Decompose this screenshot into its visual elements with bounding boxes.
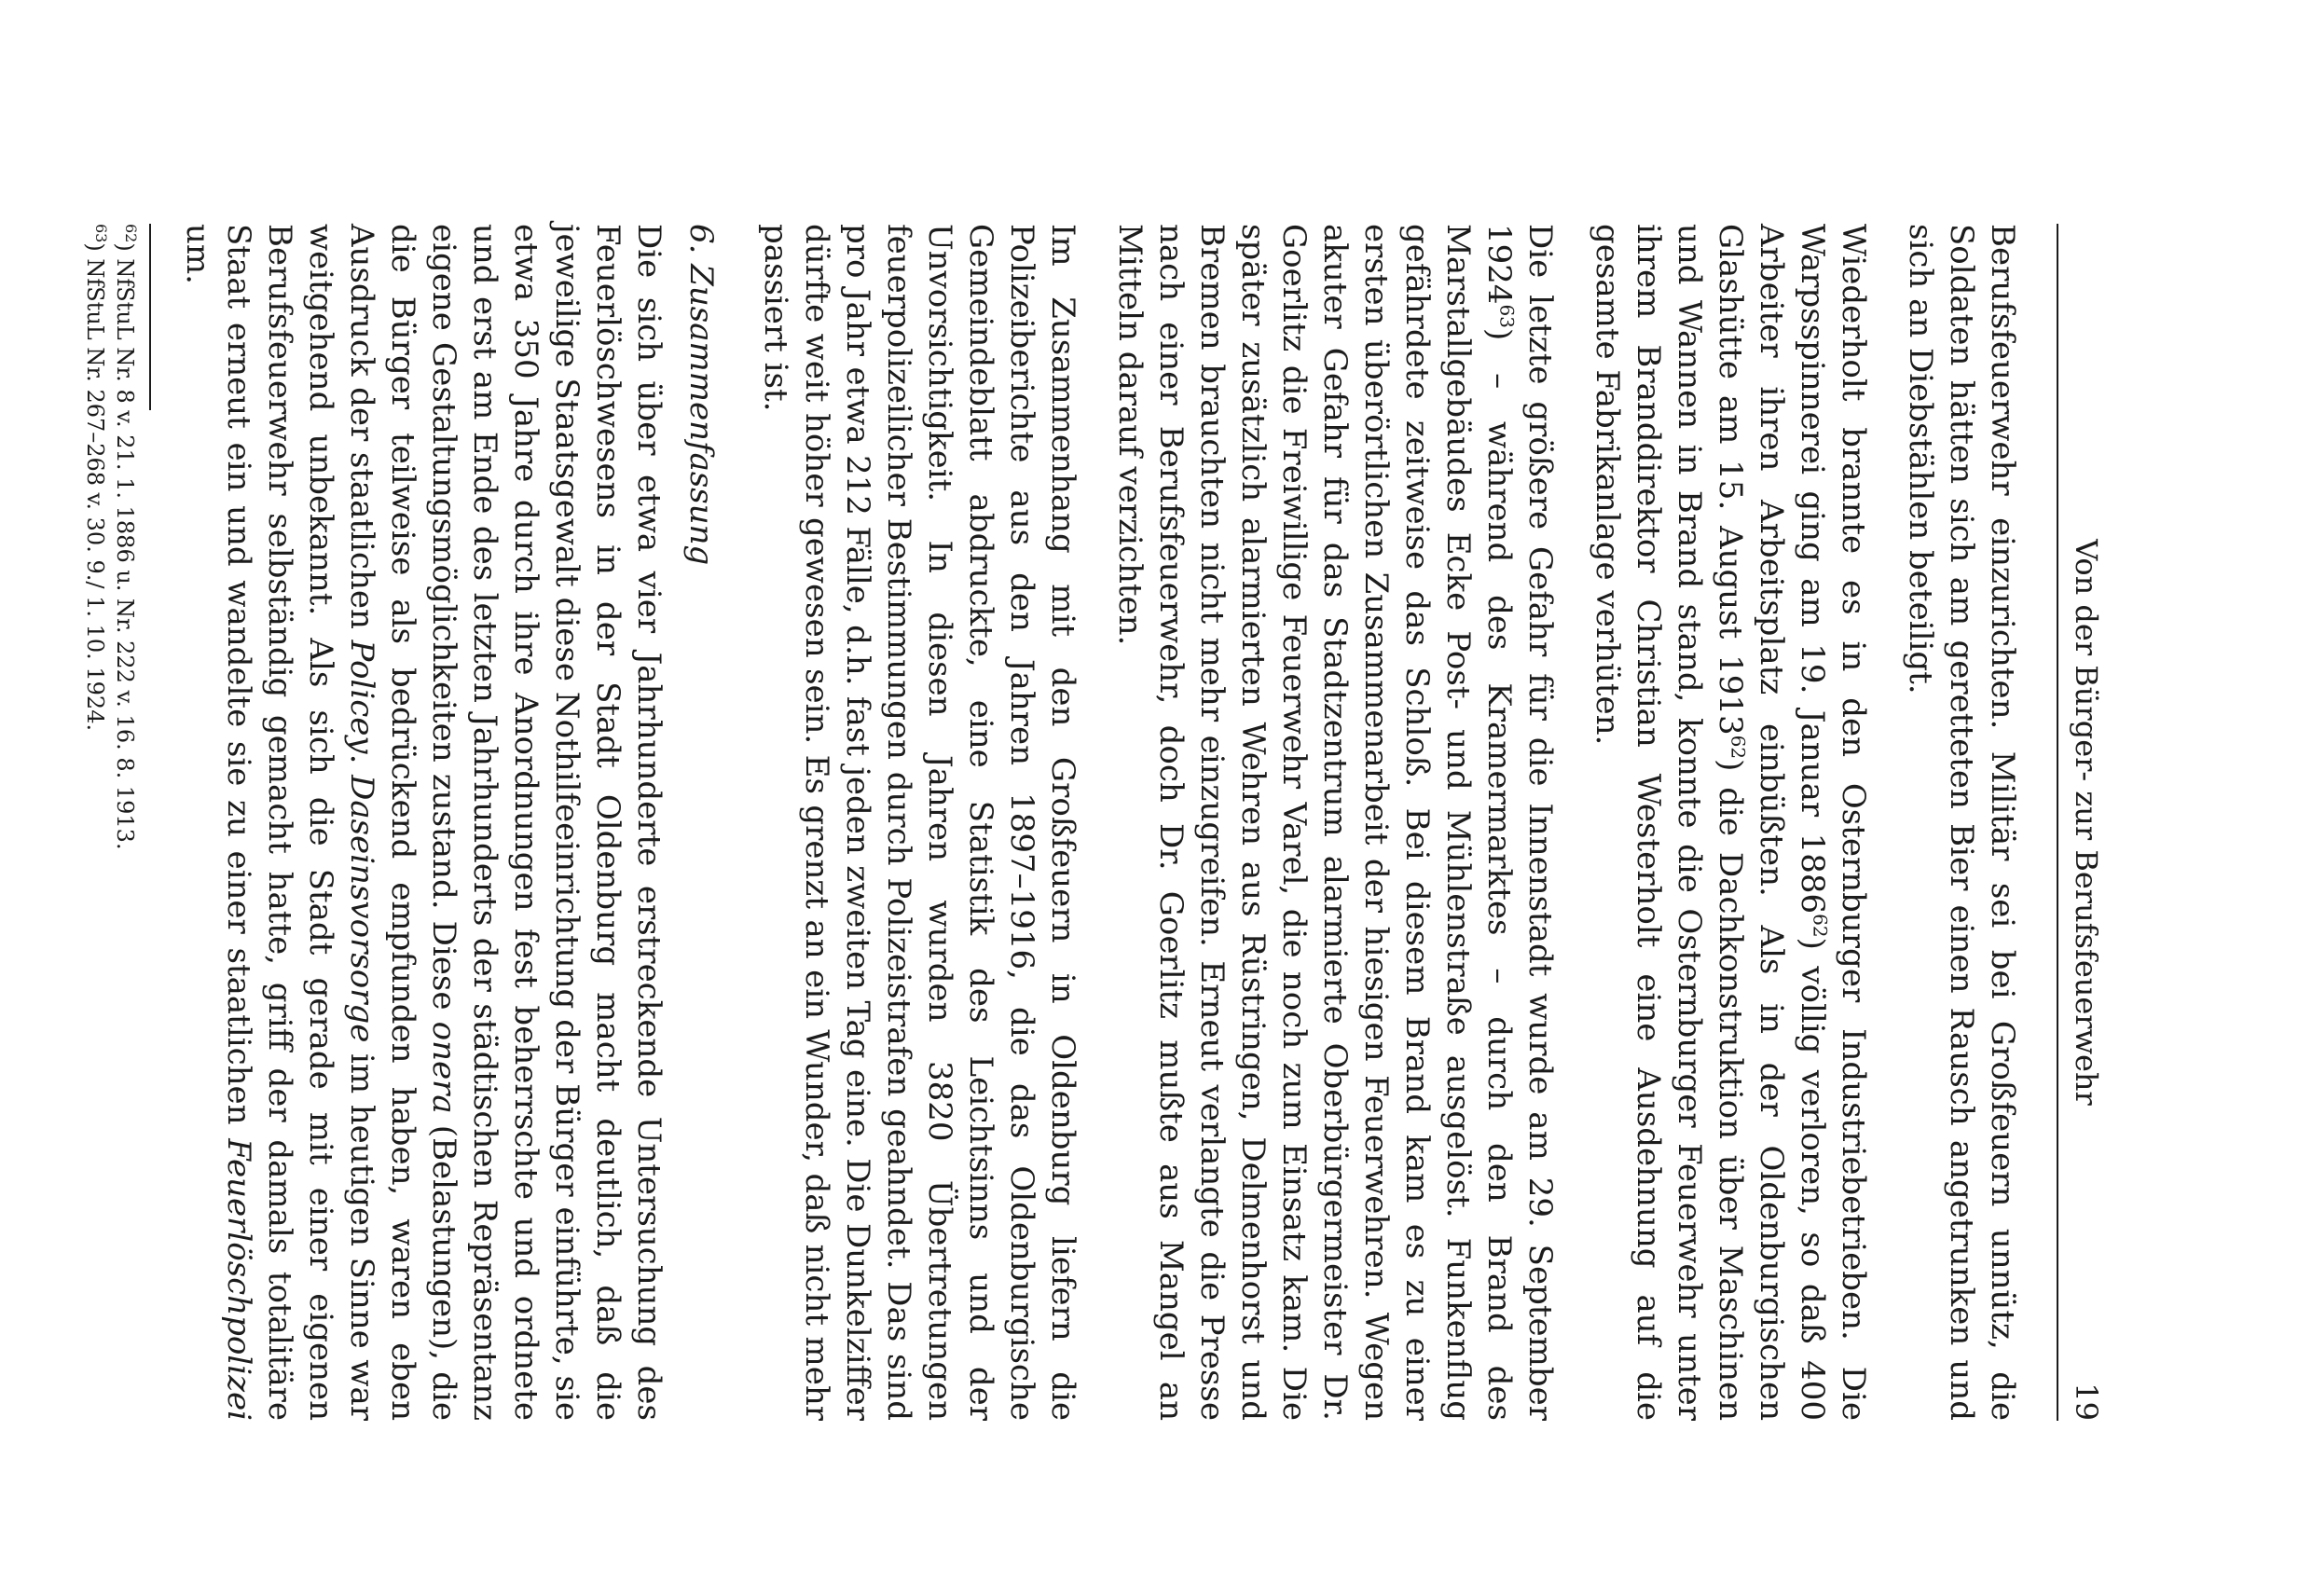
section-heading xyxy=(681,224,722,1421)
paragraph-text: ) völlig verloren, so daß 400 Arbeiter ihren Arbeitsplatz einbüßten. Als in der Oldenburgischen Glashütte am 15. August 1913 xyxy=(1712,224,1831,1421)
page-header xyxy=(2057,224,2114,1421)
paragraph-5 xyxy=(177,224,669,1421)
footnote-62 xyxy=(110,224,140,1421)
paragraph-text: Die letzte größere Gefahr für die Innenstadt wurde am 29. September 1924 xyxy=(1480,224,1559,1421)
footnote-ref: 62 xyxy=(1727,735,1750,760)
paragraph-3 xyxy=(1109,224,1561,1421)
body-text xyxy=(80,224,2023,1421)
paragraph-text: . xyxy=(343,753,380,776)
paragraph-text: Die sich über etwa vier Jahrhunderte erstreckende Untersuchung des Feuerlöschwesens in der Stadt Oldenburg macht deutlich, daß die jeweilige Staatsgewalt diese Nothilfeeinrichtung der Bürger einführte, sie etwa 350 Jahre durch ihre Anordnungen fest beherrschte und ordnete und erst am Ende des letzten Jahrhunderts der städtischen Repräsentanz eigene Gestaltungsmöglichkeiten zustand. Diese xyxy=(425,224,667,1421)
paragraph-2 xyxy=(1587,224,1874,1421)
paragraph-4 xyxy=(755,224,1083,1421)
footnote-63 xyxy=(80,224,110,1421)
italic-term: Policey xyxy=(343,640,380,754)
paragraph-1 xyxy=(1900,224,2023,1421)
paragraph-text: Wiederholt brannte es in den Osternburger Industriebetrieben. Die Warpsspinnerei ging am 19. Januar 1886 xyxy=(1794,224,1872,1421)
italic-term: onera xyxy=(425,1021,462,1114)
footnote-mark: 63 xyxy=(92,224,110,243)
italic-term: Daseinsvorsorge xyxy=(343,775,380,1043)
paragraph-text: Im Zusammenhang mit den Großfeuern in Oldenburg liefern die Polizeiberichte aus den Jahren 1897–1916, die das Oldenburgische Gemeindeblatt abdruckte, eine Statistik des Leichtsinns und der Unvorsichtigkeit. In diesen Jahren wurden 3820 Übertretungen feuerpolizeilicher Bestimmungen durch Polizeistrafen geahndet. Das sind pro Jahr etwa 212 Fälle, d.h. fast jeden zweiten Tag eine. Die Dunkelziffer dürfte weit höher gewesen sein. Es grenzt an ein Wunder, daß nicht mehr passiert ist. xyxy=(757,224,1081,1421)
paragraph-text: um. xyxy=(179,224,216,284)
paragraph-text: Berufsfeuerwehr einzurichten. Militär sei bei Großfeuern unnütz, die Soldaten hätten sich am geretteten Bier einen Rausch angetrunken und sich an Diebstählen beteiligt. xyxy=(1902,224,2021,1421)
footnote-text: ) NfStuL Nr. 267–268 v. 30. 9./ 1. 10. 1924. xyxy=(82,242,108,732)
running-title: Von der Bürger- zur Berufsfeuerwehr xyxy=(2069,539,2104,1106)
section-title: Zusammenfassung xyxy=(682,264,720,566)
paragraph-text: ) – während des Kramermarktes – durch den Brand des Marstallgebäudes Ecke Post- und Mühlenstraße ausgelöst. Funkenflug gefährdete zeitweise das Schloß. Bei diesem Brand kam es zu einer ersten überörtlichen Zusammenarbeit der hiesigen Feuerwehren. Wegen akuter Gefahr für das Stadtzentrum alarmierte Oberbürgermeister Dr. Goerlitz die Freiwillige Feuerwehr Varel, die noch zum Einsatz kam. Die später zusätzlich alarmierten Wehren aus Rüstringen, Delmenhorst und Bremen brauchten nicht mehr einzugreifen. Erneut verlangte die Presse nach einer Berufsfeuerwehr, doch Dr. Goerlitz mußte aus Mangel an Mitteln darauf verzichten. xyxy=(1111,224,1518,1421)
paragraph-text: (Belastungen), die die Bürger teilweise als bedrückend empfunden haben, waren eben Ausdruck der staatlichen xyxy=(343,224,462,1421)
footnote-divider xyxy=(149,224,151,410)
paragraph-text: im heutigen Sinne war weitgehend unbekannt. Als sich die Stadt gerade mit einer eigenen Berufsfeuerwehr selbständig gemacht hatte, griff der damals totalitäre Staat erneut ein und wandelte sie zu einer staatlichen xyxy=(220,224,380,1421)
section-number: 6. xyxy=(682,224,720,255)
italic-term: Feuerlöschpolizei xyxy=(220,1138,257,1421)
footnote-ref: 63 xyxy=(1495,304,1519,328)
page-number: 19 xyxy=(2069,1383,2104,1421)
footnote-ref: 62 xyxy=(1809,914,1832,938)
paragraph-text: ) die Dachkonstruktion über Maschinen und Wannen in Brand stand, konnte die Osternburger Feuerwehr unter ihrem Branddirektor Christian Westerholt eine Ausdehnung auf die gesamte Fabrikanlage verhüten. xyxy=(1589,224,1749,1421)
footnote-text: ) NfStuL Nr. 8 v. 21. 1. 1886 u. Nr. 222 v. 16. 8. 1913. xyxy=(112,242,138,850)
footnote-mark: 62 xyxy=(122,224,140,243)
